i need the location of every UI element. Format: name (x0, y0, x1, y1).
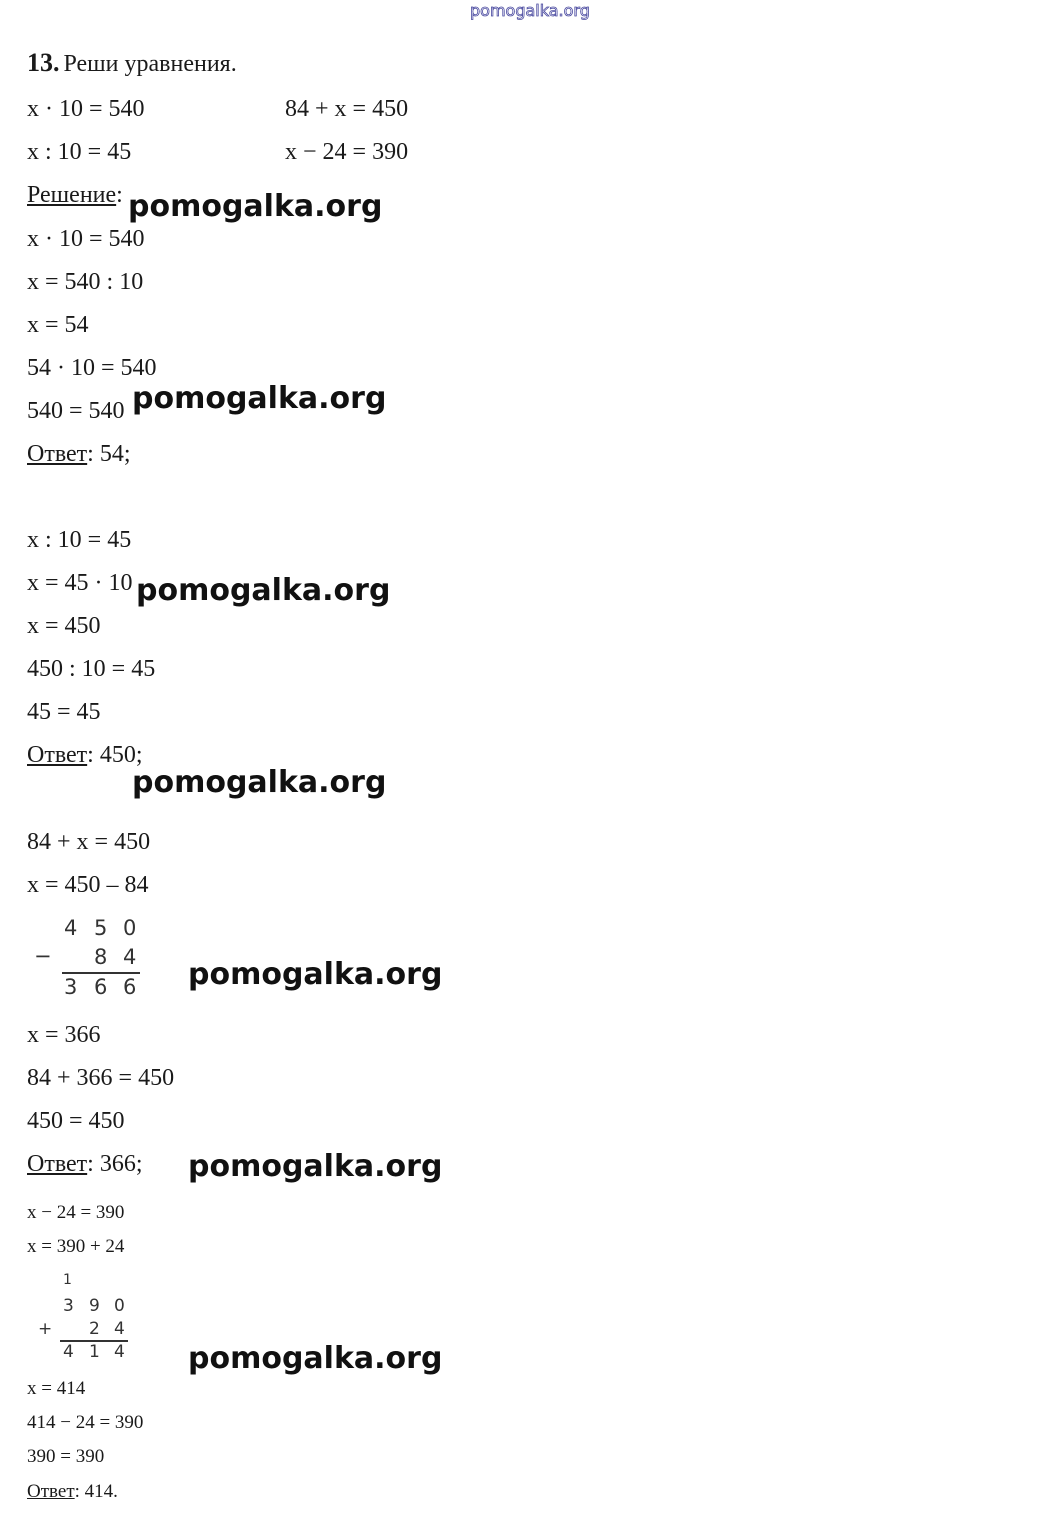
task-number: 13. (27, 48, 60, 77)
column-digit: 8 (94, 945, 108, 969)
solution-label: Решение (27, 182, 117, 208)
column-digit: 6 (94, 975, 108, 999)
column-digit: 3 (64, 975, 78, 999)
part2-step: x : 10 = 45 (27, 527, 132, 553)
watermark: pomogalka.org (136, 573, 391, 608)
column-digit: 0 (114, 1296, 125, 1316)
part3-step: x = 450 – 84 (27, 872, 149, 898)
watermark: pomogalka.org (132, 765, 387, 800)
part1-step: 54 · 10 = 540 (27, 355, 157, 381)
part2-step: x = 45 · 10 (27, 570, 133, 596)
column-digit: 4 (114, 1319, 125, 1339)
part4-step: x − 24 = 390 (27, 1202, 125, 1223)
subtraction-column (30, 914, 150, 1006)
column-digit: 4 (123, 945, 137, 969)
solution-colon: : (116, 182, 123, 208)
part1-step: x = 540 : 10 (27, 269, 144, 295)
part1-step: x · 10 = 540 (27, 226, 145, 252)
part2-answer (27, 741, 143, 769)
carry-digit: 1 (63, 1272, 72, 1288)
answer-label: Ответ (27, 742, 88, 768)
part3-step: 84 + 366 = 450 (27, 1065, 175, 1091)
part1-step: 540 = 540 (27, 398, 125, 424)
column-digit: 5 (94, 916, 108, 940)
column-digit: 4 (64, 916, 78, 940)
addition-column (30, 1272, 140, 1364)
watermark: pomogalka.org (188, 957, 443, 992)
plus-sign: + (38, 1319, 53, 1339)
watermark: pomogalka.org (128, 189, 383, 224)
part4-step: 390 = 390 (27, 1446, 105, 1467)
part1-step: x = 54 (27, 312, 89, 338)
part1-answer (27, 440, 131, 468)
minus-sign: − (34, 944, 52, 968)
part4-answer (27, 1481, 118, 1503)
answer-value: : 366; (87, 1151, 143, 1177)
watermark: pomogalka.org (188, 1149, 443, 1184)
equation-1: x · 10 = 540 (27, 96, 145, 122)
equation-2: 84 + x = 450 (285, 96, 409, 122)
watermark: pomogalka.org (132, 381, 387, 416)
part2-step: x = 450 (27, 613, 101, 639)
answer-value: : 414. (74, 1481, 118, 1502)
column-digit: 4 (114, 1342, 125, 1362)
column-digit: 1 (89, 1342, 100, 1362)
part2-step: 45 = 45 (27, 699, 101, 725)
part4-step: x = 390 + 24 (27, 1236, 125, 1257)
solution-heading (27, 181, 123, 209)
column-digit: 6 (123, 975, 137, 999)
part4-step: 414 − 24 = 390 (27, 1412, 144, 1433)
column-digit: 4 (63, 1342, 74, 1362)
part3-answer (27, 1150, 143, 1178)
column-digit: 0 (123, 916, 137, 940)
task-header (27, 48, 237, 78)
part4-step: x = 414 (27, 1378, 86, 1399)
column-digit: 3 (63, 1296, 74, 1316)
equation-3: x : 10 = 45 (27, 139, 132, 165)
part3-step: 84 + x = 450 (27, 829, 151, 855)
answer-label: Ответ (27, 441, 88, 467)
part2-step: 450 : 10 = 45 (27, 656, 156, 682)
answer-value: : 450; (87, 742, 143, 768)
equation-4: x − 24 = 390 (285, 139, 409, 165)
task-title: Реши уравнения. (63, 51, 237, 77)
part3-step: 450 = 450 (27, 1108, 125, 1134)
watermark: pomogalka.org (188, 1341, 443, 1376)
answer-label: Ответ (27, 1151, 88, 1177)
column-digit: 9 (89, 1296, 100, 1316)
column-digit: 2 (89, 1319, 100, 1339)
answer-label: Ответ (27, 1481, 75, 1502)
site-watermark-top: pomogalka.org (470, 1, 590, 20)
column-divider (62, 972, 140, 974)
answer-value: : 54; (87, 441, 131, 467)
part3-step: x = 366 (27, 1022, 101, 1048)
